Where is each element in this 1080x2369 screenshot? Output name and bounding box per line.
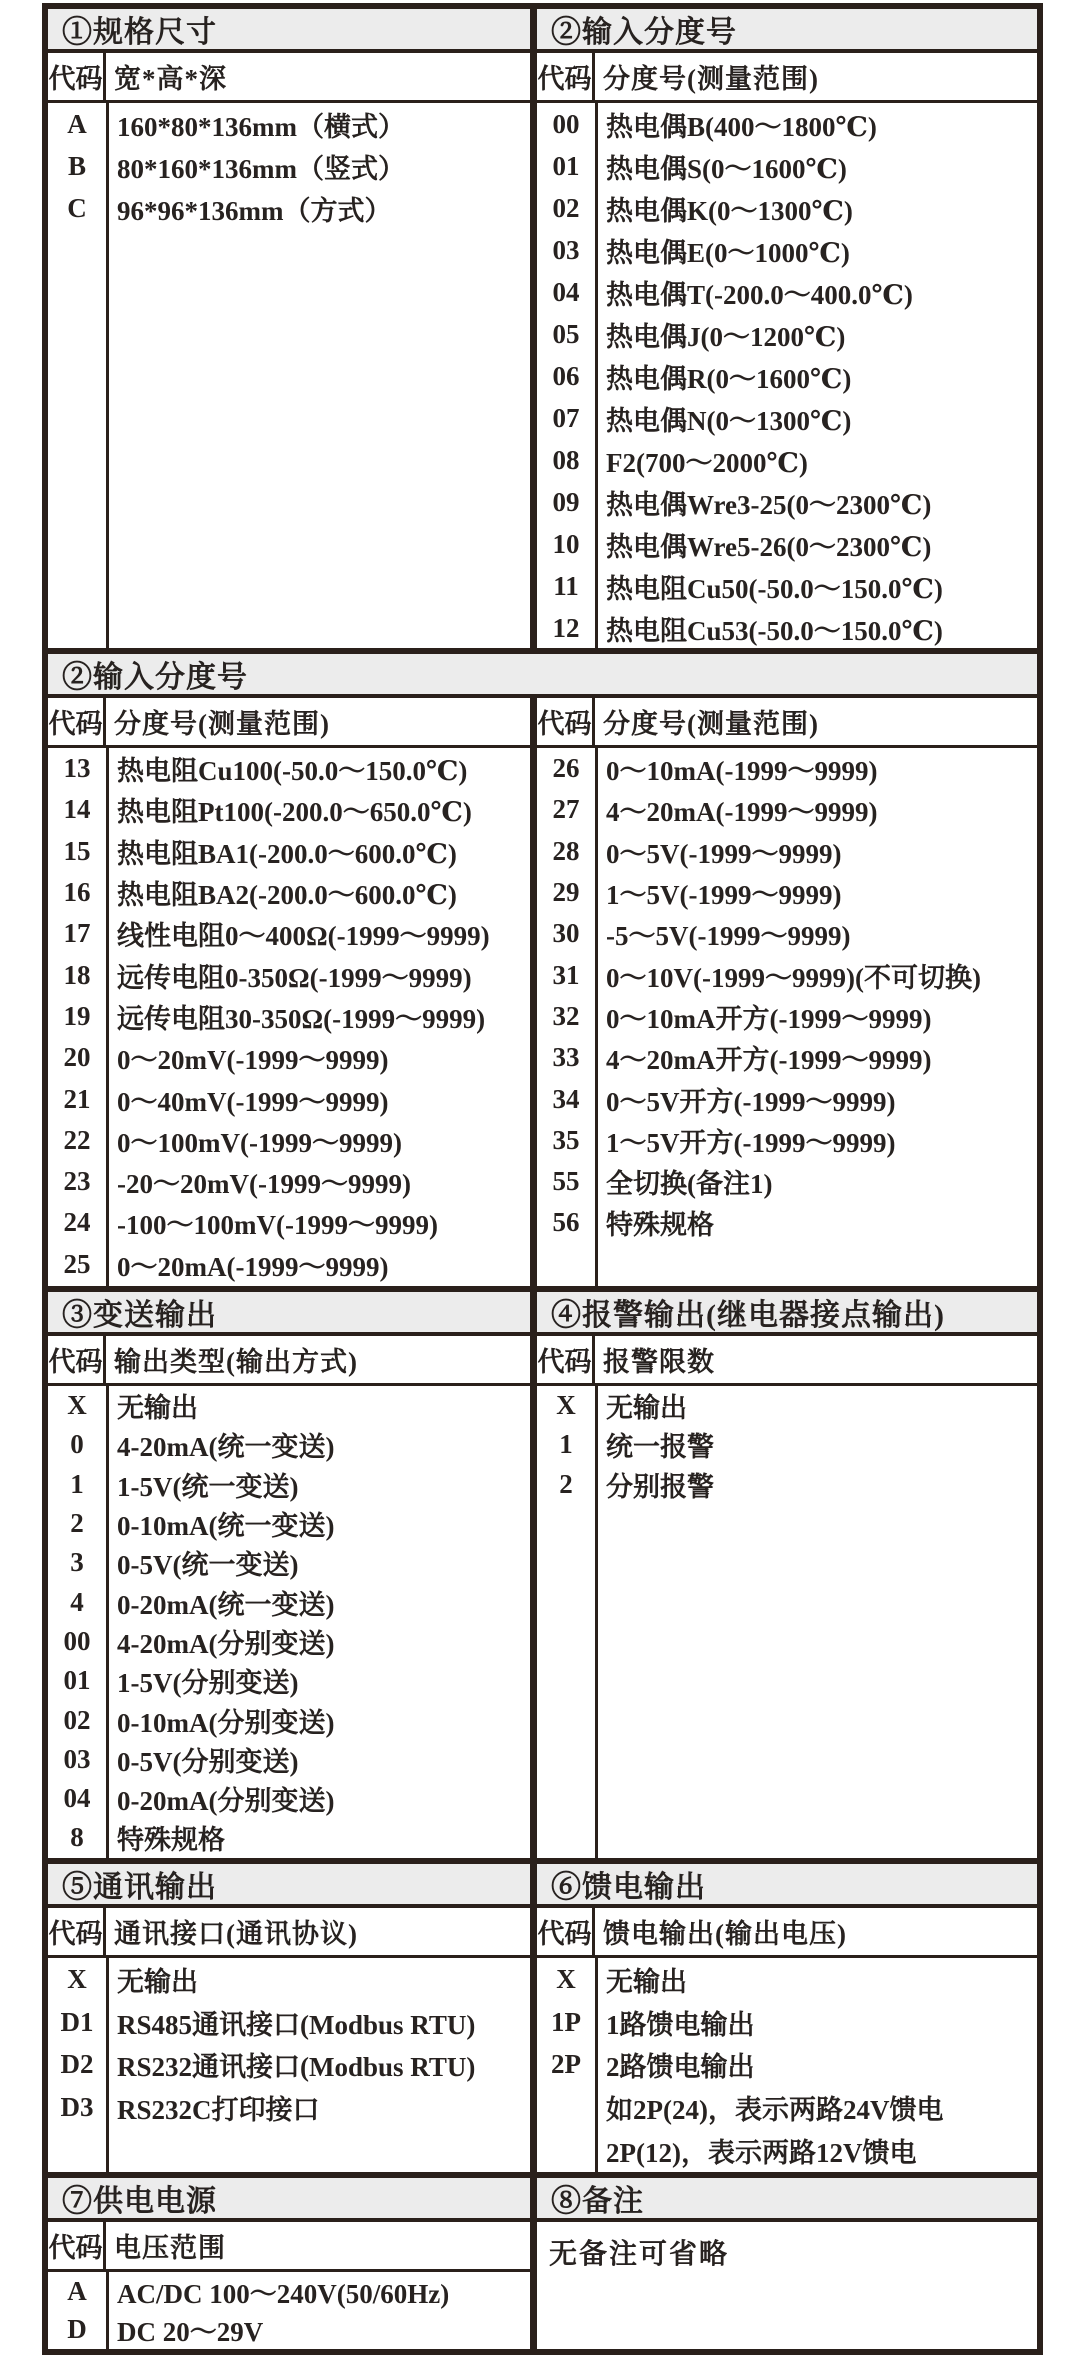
section-1-title: ①规格尺寸 <box>62 16 217 49</box>
row-code: 30 <box>552 918 580 949</box>
row-desc: 统一报警 <box>606 1432 714 1463</box>
section-alarm-output <box>537 1292 1037 1858</box>
table-row <box>537 913 1037 954</box>
table-row <box>48 1543 530 1582</box>
table-row <box>48 1958 530 2001</box>
desc-column-label: 宽*高*深 <box>114 64 227 94</box>
row-code: 3 <box>70 1547 84 1578</box>
row-desc: 0～100mV(-1999～9999) <box>117 1127 402 1158</box>
band-3 <box>48 1286 1037 1858</box>
code-column-label: 代码 <box>48 698 106 745</box>
table-row <box>48 103 530 145</box>
row-code: 07 <box>552 402 580 433</box>
row-code: 1 <box>70 1468 84 1499</box>
section-2-cont-right <box>537 698 1037 1286</box>
table-row <box>48 1818 530 1857</box>
desc-column-label: 分度号(测量范围) <box>114 709 330 739</box>
table-row <box>48 1582 530 1621</box>
section-8-title: ⑧备注 <box>551 2185 644 2218</box>
table-row <box>537 831 1037 872</box>
row-desc: 无输出 <box>606 1966 687 1997</box>
row-code: 26 <box>552 753 580 784</box>
row-desc: 0-20mA(统一变送) <box>117 1589 335 1620</box>
row-code: 1P <box>551 2006 581 2037</box>
section-2-cont-right-column-header <box>537 698 1037 748</box>
row-desc: 0-5V(统一变送) <box>117 1550 299 1581</box>
table-row <box>537 565 1037 607</box>
row-code: 18 <box>63 959 91 990</box>
section-input-graduation-top <box>537 9 1037 648</box>
section-5-rows <box>48 1958 530 2172</box>
table-row <box>48 1661 530 1700</box>
table-row <box>48 913 530 954</box>
row-code: 13 <box>63 753 91 784</box>
row-desc: 特殊规格 <box>117 1825 225 1856</box>
code-column-label: 代码 <box>537 1336 595 1383</box>
row-desc: 热电阻BA2(-200.0～600.0℃) <box>117 880 457 911</box>
table-row <box>537 145 1037 187</box>
row-desc: -100～100mV(-1999～9999) <box>117 1210 438 1241</box>
band-2 <box>48 648 1037 1286</box>
desc-column-label: 输出类型(输出方式) <box>114 1347 358 1377</box>
row-code: D2 <box>60 2049 94 2080</box>
table-row <box>537 1120 1037 1161</box>
table-row <box>48 789 530 830</box>
row-desc: 热电阻Cu100(-50.0～150.0℃) <box>117 756 468 787</box>
section-7-rows <box>48 2272 530 2349</box>
row-desc: 热电阻BA1(-200.0～600.0℃) <box>117 838 457 869</box>
table-row <box>48 1244 530 1285</box>
table-row <box>537 2129 1037 2172</box>
section-2-cont-left <box>48 698 537 1286</box>
section-2-title: ②输入分度号 <box>551 16 737 49</box>
row-code: 15 <box>63 835 91 866</box>
table-row <box>48 1779 530 1818</box>
table-row <box>537 1958 1037 2001</box>
section-feed-power-output <box>537 1864 1037 2172</box>
table-row <box>48 1740 530 1779</box>
table-row <box>537 1037 1037 1078</box>
table-row <box>537 523 1037 565</box>
section-2-rows <box>537 103 1037 648</box>
section-3-rows <box>48 1386 530 1858</box>
row-code: 00 <box>552 108 580 139</box>
row-desc: 0-20mA(分别变送) <box>117 1786 335 1817</box>
row-desc: -5～5V(-1999～9999) <box>606 921 851 952</box>
table-row <box>537 1078 1037 1119</box>
table-row <box>537 355 1037 397</box>
table-row <box>537 1161 1037 1202</box>
table-row <box>48 1202 530 1243</box>
row-code: 2 <box>70 1508 84 1539</box>
table-row <box>48 2311 530 2350</box>
row-desc: 4～20mA(-1999～9999) <box>606 797 878 828</box>
desc-column-label: 分度号(测量范围) <box>603 709 819 739</box>
row-desc: 96*96*136mm（方式） <box>117 195 392 226</box>
section-2-cont-header <box>48 654 1037 698</box>
row-code: 14 <box>63 794 91 825</box>
table-row <box>48 996 530 1037</box>
row-desc: 0～10mA(-1999～9999) <box>606 756 878 787</box>
row-desc: RS232通讯接口(Modbus RTU) <box>117 2052 476 2083</box>
row-desc: 0～5V(-1999～9999) <box>606 838 842 869</box>
table-row <box>537 1465 1037 1504</box>
table-row <box>537 1202 1037 1243</box>
table-row <box>537 481 1037 523</box>
row-desc: 0～10V(-1999～9999)(不可切换) <box>606 962 981 993</box>
section-transmit-output <box>48 1292 537 1858</box>
table-row <box>48 1037 530 1078</box>
row-desc: 0～5V开方(-1999～9999) <box>606 1086 896 1117</box>
row-desc: 1～5V开方(-1999～9999) <box>606 1127 896 1158</box>
row-code: D1 <box>60 2006 94 2037</box>
row-code: 02 <box>63 1704 91 1735</box>
table-row <box>537 271 1037 313</box>
row-desc: 热电阻Pt100(-200.0～650.0℃) <box>117 797 472 828</box>
row-code: 17 <box>63 918 91 949</box>
row-code: A <box>67 108 87 139</box>
row-code: 19 <box>63 1000 91 1031</box>
table-row <box>537 954 1037 995</box>
section-3-column-header <box>48 1336 530 1386</box>
table-row <box>48 748 530 789</box>
table-row <box>48 954 530 995</box>
row-desc: 热电偶J(0～1200℃) <box>606 321 846 352</box>
desc-column-label: 通讯接口(通讯协议) <box>114 1919 358 1949</box>
section-1-header <box>48 9 530 53</box>
row-code: 24 <box>63 1207 91 1238</box>
row-code: 1 <box>559 1429 573 1460</box>
row-code: X <box>67 1390 87 1421</box>
table-row <box>537 313 1037 355</box>
row-code <box>537 2086 598 2129</box>
row-code: D3 <box>60 2092 94 2123</box>
row-code: A <box>67 2275 87 2306</box>
row-desc: RS485通讯接口(Modbus RTU) <box>117 2009 476 2040</box>
section-5-header <box>48 1864 530 1908</box>
row-code: 05 <box>552 318 580 349</box>
table-row <box>48 872 530 913</box>
section-spec-size <box>48 9 537 648</box>
row-desc: 0～10mA开方(-1999～9999) <box>606 1003 932 1034</box>
row-code: 4 <box>70 1586 84 1617</box>
row-code: 11 <box>553 570 579 601</box>
table-row <box>537 2001 1037 2044</box>
table-row <box>48 1386 530 1425</box>
table-row <box>48 1120 530 1161</box>
table-row <box>537 1386 1037 1425</box>
code-column-label: 代码 <box>48 1908 106 1955</box>
row-code: X <box>67 1963 87 1994</box>
row-desc: 全切换(备注1) <box>606 1169 773 1200</box>
row-desc: 热电偶R(0～1600℃) <box>606 363 852 394</box>
row-desc: 热电偶N(0～1300℃) <box>606 405 852 436</box>
table-row <box>48 1622 530 1661</box>
row-code: X <box>556 1390 576 1421</box>
section-6-header <box>537 1864 1037 1908</box>
row-desc: 无输出 <box>117 1966 198 1997</box>
section-4-rows <box>537 1386 1037 1858</box>
section-6-rows <box>537 1958 1037 2172</box>
row-desc: 0-10mA(分别变送) <box>117 1707 335 1738</box>
row-code: 28 <box>552 835 580 866</box>
row-code: D <box>67 2314 87 2345</box>
row-code: 04 <box>63 1783 91 1814</box>
row-desc: 0～40mV(-1999～9999) <box>117 1086 389 1117</box>
row-desc: 远传电阻0-350Ω(-1999～9999) <box>117 962 472 993</box>
desc-column-label: 电压范围 <box>114 2233 226 2263</box>
section-2-cont-right-rows <box>537 748 1037 1286</box>
table-row <box>537 872 1037 913</box>
code-column-label: 代码 <box>537 698 595 745</box>
row-desc: 2路馈电输出 <box>606 2052 755 2083</box>
row-code: 04 <box>552 276 580 307</box>
section-1-rows <box>48 103 530 648</box>
section-4-title: ④报警输出(继电器接点输出) <box>551 1299 945 1332</box>
row-desc: DC 20～29V <box>117 2317 264 2348</box>
section-6-column-header <box>537 1908 1037 1958</box>
table-row <box>48 831 530 872</box>
table-row <box>537 397 1037 439</box>
row-desc: 如2P(24)，表示两路24V馈电 <box>606 2095 944 2126</box>
section-6-title: ⑥馈电输出 <box>551 1871 706 1904</box>
row-desc: 分别报警 <box>606 1471 714 1502</box>
row-desc: 80*160*136mm（竖式） <box>117 153 405 184</box>
row-code: 09 <box>552 486 580 517</box>
section-2-column-header <box>537 53 1037 103</box>
row-desc: 0～20mA(-1999～9999) <box>117 1251 389 1282</box>
row-code: 02 <box>552 192 580 223</box>
row-code: 56 <box>552 1207 580 1238</box>
table-row <box>48 145 530 187</box>
table-row <box>537 229 1037 271</box>
row-desc: 1～5V(-1999～9999) <box>606 880 842 911</box>
row-code: 06 <box>552 360 580 391</box>
row-desc: 4～20mA开方(-1999～9999) <box>606 1045 932 1076</box>
table-row <box>537 607 1037 648</box>
table-row <box>537 2086 1037 2129</box>
row-desc: 4-20mA(统一变送) <box>117 1432 335 1463</box>
table-row <box>537 187 1037 229</box>
section-8-header <box>537 2178 1037 2222</box>
row-desc: 0～20mV(-1999～9999) <box>117 1045 389 1076</box>
row-code: 01 <box>552 150 580 181</box>
row-code: 27 <box>552 794 580 825</box>
row-code: 10 <box>552 528 580 559</box>
table-row <box>537 103 1037 145</box>
section-5-title: ⑤通讯输出 <box>62 1871 217 1904</box>
row-code: C <box>67 192 87 223</box>
section-5-column-header <box>48 1908 530 1958</box>
table-row <box>537 1425 1037 1464</box>
row-desc: 1-5V(分别变送) <box>117 1668 299 1699</box>
section-1-column-header <box>48 53 530 103</box>
table-row <box>537 789 1037 830</box>
desc-column-label: 馈电输出(输出电压) <box>603 1919 847 1949</box>
section-power-supply <box>48 2178 537 2349</box>
row-code: 29 <box>552 877 580 908</box>
section-7-title: ⑦供电电源 <box>62 2185 217 2218</box>
row-code <box>537 2129 598 2172</box>
section-7-header <box>48 2178 530 2222</box>
row-desc: 热电阻Cu50(-50.0～150.0℃) <box>606 573 943 604</box>
table-row <box>48 2044 530 2087</box>
row-code: 22 <box>63 1124 91 1155</box>
row-desc: 热电偶S(0～1600℃) <box>606 153 847 184</box>
table-row <box>537 439 1037 481</box>
row-code: 25 <box>63 1248 91 1279</box>
code-column-label: 代码 <box>537 1908 595 1955</box>
ordering-code-table <box>42 3 1043 2355</box>
row-code: 21 <box>63 1083 91 1114</box>
desc-column-label: 分度号(测量范围) <box>603 64 819 94</box>
row-desc: 热电偶B(400～1800℃) <box>606 111 877 142</box>
row-code: 12 <box>552 612 580 643</box>
row-code: 34 <box>552 1083 580 1114</box>
code-column-label: 代码 <box>48 2222 106 2269</box>
row-code: 33 <box>552 1042 580 1073</box>
band-1 <box>48 9 1037 648</box>
section-3-header <box>48 1292 530 1336</box>
section-2-cont-left-rows <box>48 748 530 1286</box>
table-row <box>48 2086 530 2129</box>
row-code: 2P <box>551 2049 581 2080</box>
row-code: 20 <box>63 1042 91 1073</box>
section-7-column-header <box>48 2222 530 2272</box>
section-8-body <box>537 2222 1037 2349</box>
section-3-title: ③变送输出 <box>62 1299 217 1332</box>
code-column-label: 代码 <box>537 53 595 100</box>
row-code: 08 <box>552 444 580 475</box>
row-code: 01 <box>63 1665 91 1696</box>
row-desc: 热电偶T(-200.0～400.0℃) <box>606 279 913 310</box>
row-desc: 热电偶Wre5-26(0～2300℃) <box>606 531 932 562</box>
row-desc: AC/DC 100～240V(50/60Hz) <box>117 2278 450 2309</box>
table-row <box>48 1425 530 1464</box>
row-desc: 4-20mA(分别变送) <box>117 1628 335 1659</box>
row-desc: 特殊规格 <box>606 1210 714 1241</box>
band-4 <box>48 1858 1037 2172</box>
table-row <box>48 2001 530 2044</box>
desc-column-label: 报警限数 <box>603 1347 715 1377</box>
row-desc: 热电偶K(0～1300℃) <box>606 195 853 226</box>
remarks-note: 无备注可省略 <box>549 2239 730 2270</box>
row-desc: 线性电阻0～400Ω(-1999～9999) <box>117 921 490 952</box>
row-desc: -20～20mV(-1999～9999) <box>117 1169 411 1200</box>
row-code: 00 <box>63 1625 91 1656</box>
row-code: 03 <box>552 234 580 265</box>
row-code: 31 <box>552 959 580 990</box>
row-desc: 2P(12)，表示两路12V馈电 <box>606 2138 917 2169</box>
section-2-cont-columns <box>48 698 1037 1286</box>
table-row <box>48 1161 530 1202</box>
row-desc: 热电阻Cu53(-50.0～150.0℃) <box>606 615 943 646</box>
row-code: 55 <box>552 1166 580 1197</box>
row-code: 8 <box>70 1822 84 1853</box>
table-row <box>48 2272 530 2311</box>
section-communication-output <box>48 1864 537 2172</box>
table-row <box>48 1504 530 1543</box>
section-2-cont-title: ②输入分度号 <box>62 661 248 694</box>
row-desc: 无输出 <box>606 1393 687 1424</box>
row-code: X <box>556 1963 576 1994</box>
section-4-column-header <box>537 1336 1037 1386</box>
row-code: 0 <box>70 1429 84 1460</box>
row-code: 2 <box>559 1468 573 1499</box>
section-remarks <box>537 2178 1037 2349</box>
row-desc: 1路馈电输出 <box>606 2009 755 2040</box>
row-code: 32 <box>552 1000 580 1031</box>
row-desc: 0-10mA(统一变送) <box>117 1511 335 1542</box>
section-2-header <box>537 9 1037 53</box>
code-column-label: 代码 <box>48 1336 106 1383</box>
row-desc: 1-5V(统一变送) <box>117 1471 299 1502</box>
table-row <box>48 1078 530 1119</box>
band-5 <box>48 2172 1037 2349</box>
row-desc: 0-5V(分别变送) <box>117 1746 299 1777</box>
row-code: 35 <box>552 1124 580 1155</box>
row-desc: 热电偶E(0～1000℃) <box>606 237 850 268</box>
row-code: 23 <box>63 1166 91 1197</box>
section-4-header <box>537 1292 1037 1336</box>
section-2-cont-left-column-header <box>48 698 530 748</box>
row-desc: RS232C打印接口 <box>117 2095 320 2126</box>
table-row <box>48 1465 530 1504</box>
row-code: 03 <box>63 1743 91 1774</box>
table-row <box>537 996 1037 1037</box>
row-code: B <box>67 150 86 181</box>
row-desc: 160*80*136mm（横式） <box>117 111 405 142</box>
table-row <box>48 187 530 229</box>
row-desc: 热电偶Wre3-25(0～2300℃) <box>606 489 932 520</box>
row-desc: F2(700～2000℃) <box>606 447 808 478</box>
row-code: 16 <box>63 877 91 908</box>
row-desc: 远传电阻30-350Ω(-1999～9999) <box>117 1003 486 1034</box>
row-desc: 无输出 <box>117 1393 198 1424</box>
code-column-label: 代码 <box>48 53 106 100</box>
table-row <box>48 1700 530 1739</box>
table-row <box>537 748 1037 789</box>
table-row <box>537 2044 1037 2087</box>
